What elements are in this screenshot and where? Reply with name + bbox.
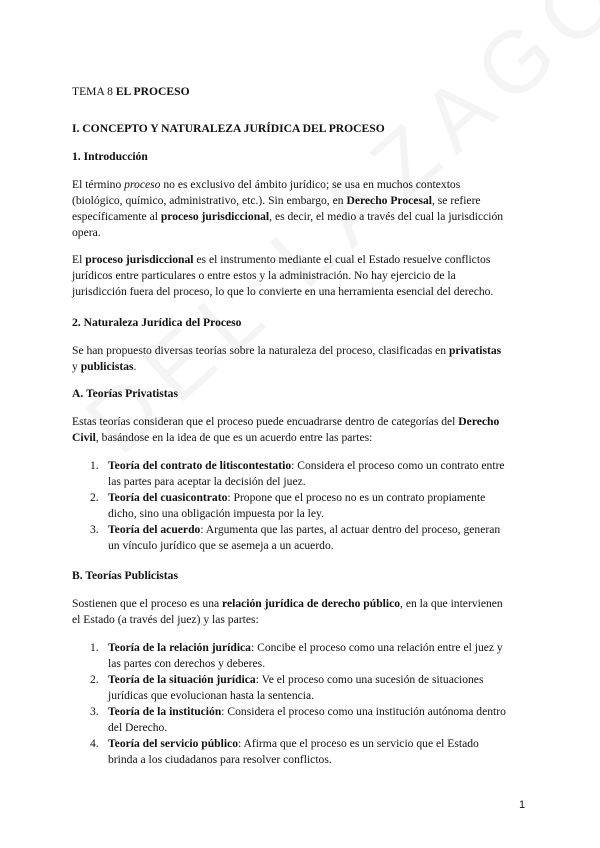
- doc-title: TEMA 8 EL PROCESO: [72, 85, 190, 98]
- subheading-publicistas: B. Teorías Publicistas: [72, 569, 178, 582]
- subheading-introduccion: 1. Introducción: [72, 150, 148, 163]
- subheading-naturaleza: 2. Naturaleza Jurídica del Proceso: [72, 316, 242, 329]
- subheading-privatistas: A. Teorías Privatistas: [72, 387, 178, 400]
- page-number: 1: [519, 799, 526, 811]
- section-heading-1: I. CONCEPTO Y NATURALEZA JURÍDICA DEL PROCESO: [72, 122, 385, 135]
